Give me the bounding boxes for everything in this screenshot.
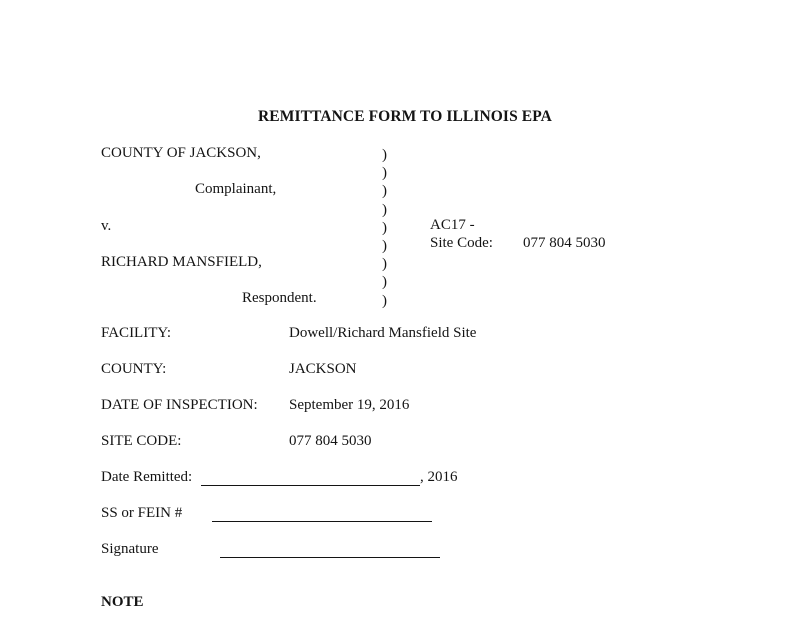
note-heading: NOTE xyxy=(101,594,144,610)
signature-label: Signature xyxy=(101,541,159,557)
form-title: REMITTANCE FORM TO ILLINOIS EPA xyxy=(258,108,552,125)
case-number: AC17 - xyxy=(430,217,475,233)
caption-paren: ) xyxy=(382,183,387,200)
inspection-date-label: DATE OF INSPECTION: xyxy=(101,397,258,413)
ss-fein-label: SS or FEIN # xyxy=(101,505,183,521)
versus-label: v. xyxy=(101,218,112,234)
caption-paren: ) xyxy=(382,237,387,254)
facility-label: FACILITY: xyxy=(101,325,172,341)
plaintiff-name: COUNTY OF JACKSON, xyxy=(101,145,261,161)
signature-line[interactable] xyxy=(220,557,440,558)
county-label: COUNTY: xyxy=(101,361,167,377)
caption-paren: ) xyxy=(382,147,387,163)
date-remitted-year: , 2016 xyxy=(420,469,458,485)
county-value: JACKSON xyxy=(289,361,357,377)
date-remitted-label: Date Remitted: xyxy=(101,469,193,485)
caption-paren: ) xyxy=(382,201,387,218)
inspection-date-value: September 19, 2016 xyxy=(289,397,410,413)
caption-paren: ) xyxy=(382,274,387,291)
site-code-label: SITE CODE: xyxy=(101,433,182,449)
defendant-role: Respondent. xyxy=(242,290,317,306)
site-code-value: 077 804 5030 xyxy=(289,433,372,449)
caption-site-code-label: Site Code: xyxy=(430,235,493,251)
caption-paren: ) xyxy=(382,256,387,273)
caption-divider xyxy=(382,146,394,310)
plaintiff-role: Complainant, xyxy=(195,181,277,197)
date-remitted-line[interactable] xyxy=(201,485,420,486)
defendant-name: RICHARD MANSFIELD, xyxy=(101,254,262,270)
caption-site-code-value: 077 804 5030 xyxy=(523,235,606,251)
caption-paren: ) xyxy=(382,219,387,236)
ss-fein-line[interactable] xyxy=(212,521,432,522)
facility-value: Dowell/Richard Mansfield Site xyxy=(289,325,477,341)
caption-paren: ) xyxy=(382,292,387,309)
caption-paren: ) xyxy=(382,165,387,182)
